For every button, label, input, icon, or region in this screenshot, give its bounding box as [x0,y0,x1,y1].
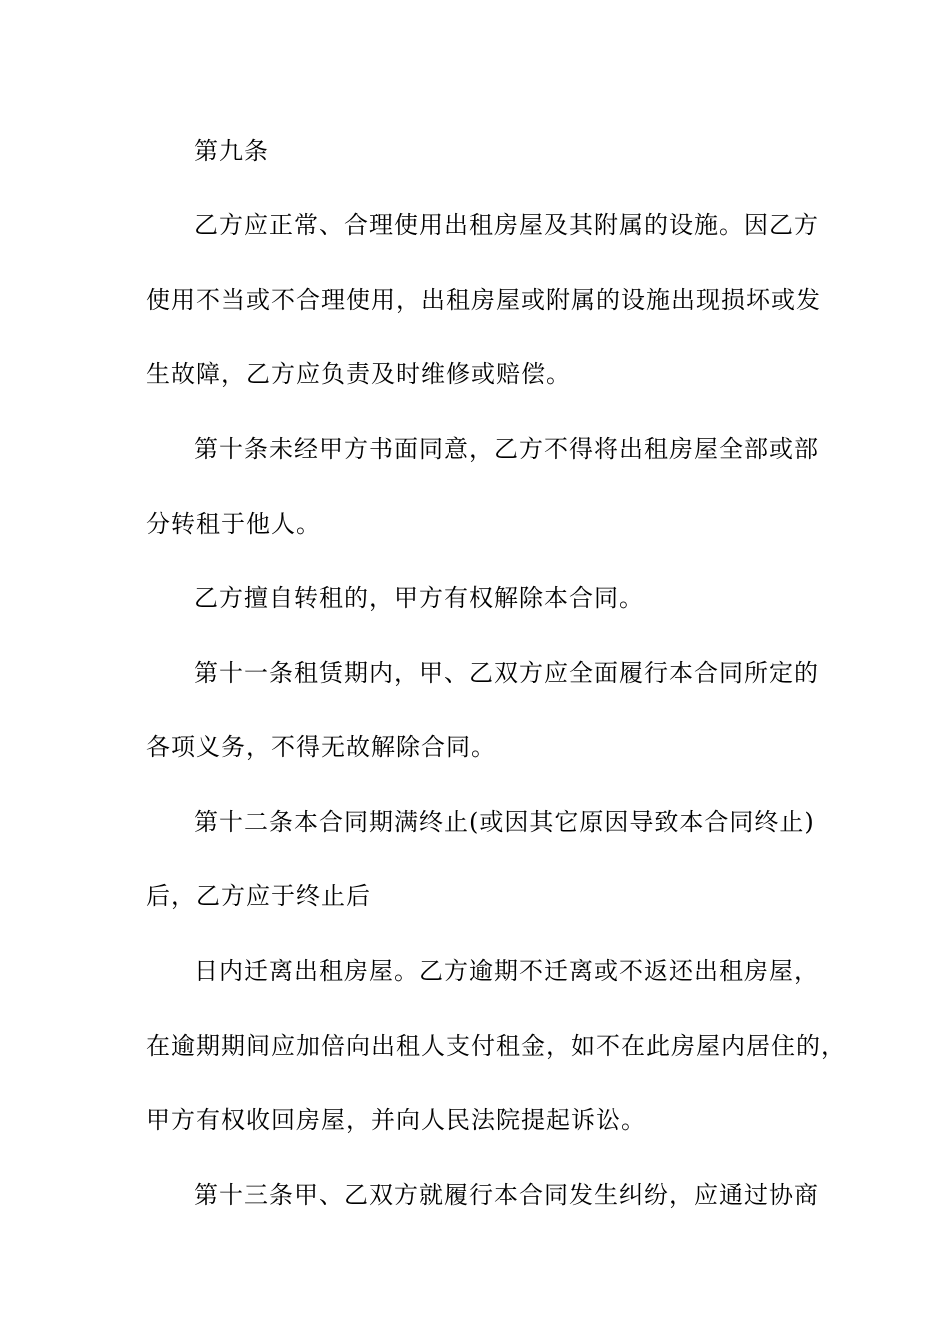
text-line: 各项义务，不得无故解除合同。 [146,733,496,761]
text-line: 第十一条租赁期内，甲、乙双方应全面履行本合同所定的 [194,659,819,687]
text-line: 后，乙方应于终止后 [146,882,371,910]
text-line: 甲方有权收回房屋，并向人民法院提起诉讼。 [146,1106,646,1134]
text-line: 第十三条甲、乙双方就履行本合同发生纠纷，应通过协商 [194,1181,819,1209]
text-line: 日内迁离出租房屋。乙方逾期不迁离或不返还出租房屋， [194,957,819,985]
text-line: 第十条未经甲方书面同意，乙方不得将出租房屋全部或部 [194,435,819,463]
text-line: 使用不当或不合理使用，出租房屋或附属的设施出现损坏或发 [146,286,821,314]
article-9-heading: 第九条 [194,137,269,165]
text-line: 乙方擅自转租的，甲方有权解除本合同。 [194,584,644,612]
text-line: 生故障，乙方应负责及时维修或赔偿。 [146,360,571,388]
text-line: 乙方应正常、合理使用出租房屋及其附属的设施。因乙方 [194,211,819,239]
text-line: 第十二条本合同期满终止(或因其它原因导致本合同终止) [194,808,815,836]
text-line: 在逾期期间应加倍向出租人支付租金，如不在此房屋内居住的， [146,1032,846,1060]
text-line: 分转租于他人。 [146,510,321,538]
